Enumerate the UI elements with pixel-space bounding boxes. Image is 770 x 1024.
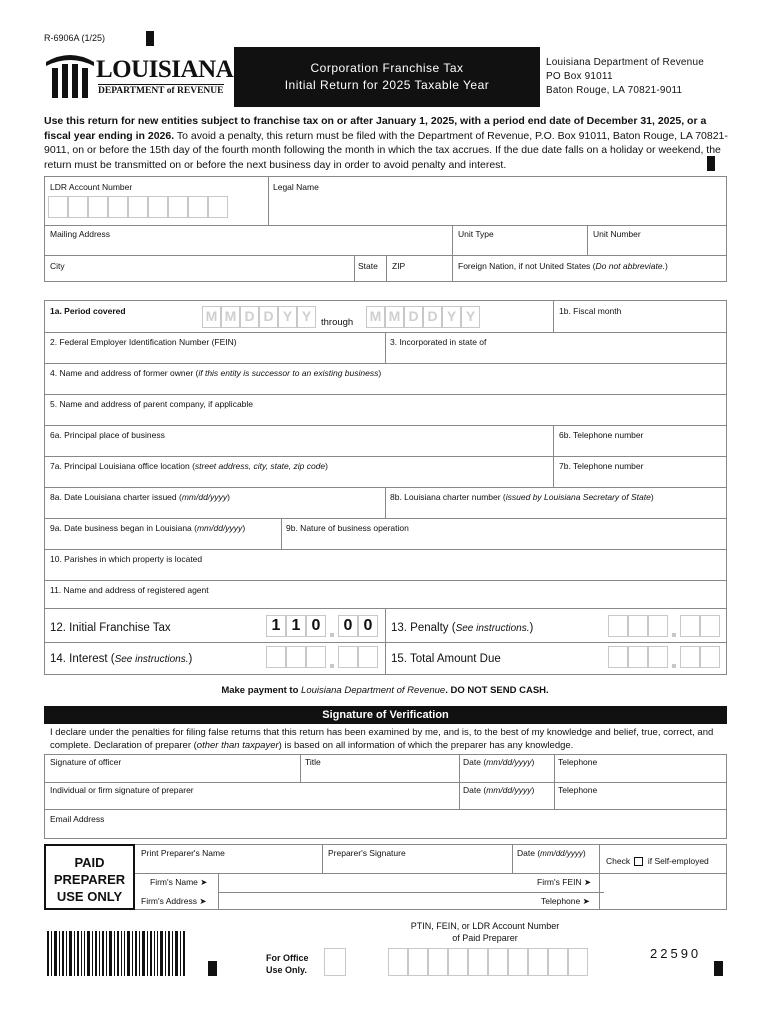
ldr-account-input[interactable] bbox=[48, 196, 234, 220]
logo-subtitle: DEPARTMENT of REVENUE bbox=[98, 86, 224, 96]
initial-franchise-tax-label: 12. Initial Franchise Tax bbox=[50, 622, 171, 634]
payment-note: Make payment to Louisiana Department of Revenue. DO NOT SEND CASH. bbox=[221, 685, 549, 696]
officer-telephone-label: Telephone bbox=[558, 757, 598, 767]
firm-address-label: Firm's Address ➤ bbox=[141, 896, 207, 906]
declaration-text: I declare under the penalties for filing false returns that this return has been examined by me, and is, to the best of my knowledge and belief, true, correct, and complete. Declaration of preparer (other than taxpayer) is based on all information of which the preparer has any knowledge. bbox=[50, 727, 714, 751]
registered-agent-label: 11. Name and address of registered agent bbox=[50, 585, 209, 595]
total-amount-input[interactable] bbox=[606, 646, 724, 670]
ptin-label: PTIN, FEIN, or LDR Account Number of Paid Preparer bbox=[410, 921, 560, 943]
period-start-date-input[interactable]: M M D D Y Y bbox=[202, 306, 316, 328]
paid-date-label: Date (mm/dd/yyyy) bbox=[517, 848, 586, 858]
logo-name: LOUISIANA bbox=[96, 56, 234, 83]
intro-rest: To avoid a penalty, this return must be filed with the Department of Revenue, P.O. Box 91011, Baton Rouge, LA 70821-9011, on or before the 15th day of the fourth month following the month in which the tax accrues. If the due date falls on a holiday or weekend, the return must be transmitted on or before the next business day in order to avoid penalty and interest. bbox=[44, 129, 728, 171]
incorporated-state-label: 3. Incorporated in state of bbox=[390, 337, 487, 347]
officer-signature-label: Signature of officer bbox=[50, 757, 122, 767]
title-label: Title bbox=[305, 757, 321, 767]
preparer-telephone-label: Telephone bbox=[558, 785, 598, 795]
state-label: State bbox=[358, 261, 378, 271]
title-box bbox=[234, 47, 540, 107]
title-line1: Corporation Franchise Tax bbox=[310, 61, 464, 75]
former-owner-label: 4. Name and address of former owner (if this entity is successor to an existing business) bbox=[50, 368, 382, 378]
print-name-label: Print Preparer's Name bbox=[141, 848, 225, 858]
parishes-label: 10. Parishes in which property is located bbox=[50, 554, 203, 564]
period-covered-label: 1a. Period covered bbox=[50, 306, 126, 316]
through-label: through bbox=[321, 317, 354, 328]
paid-preparer-label: PAID PREPARER USE ONLY bbox=[44, 844, 135, 910]
ldr-label: LDR Account Number bbox=[50, 182, 133, 192]
mailing-address-label: Mailing Address bbox=[50, 229, 111, 239]
arrow-right-icon: ➤ bbox=[199, 896, 207, 906]
arrow-right-icon: ➤ bbox=[582, 896, 590, 906]
mailing-address-input[interactable] bbox=[46, 240, 450, 254]
registration-mark-3 bbox=[208, 961, 217, 976]
telephone-6b-label: 6b. Telephone number bbox=[559, 430, 644, 440]
charter-number-label: 8b. Louisiana charter number (issued by Louisiana Secretary of State) bbox=[390, 492, 654, 502]
nature-of-business-label: 9b. Nature of business operation bbox=[286, 523, 409, 533]
penalty-amount-input[interactable] bbox=[606, 615, 724, 639]
charter-date-label: 8a. Date Louisiana charter issued (mm/dd/yyyy) bbox=[50, 492, 231, 502]
firm-name-input[interactable] bbox=[220, 875, 520, 891]
barcode bbox=[47, 931, 185, 976]
barcode-icon bbox=[47, 931, 185, 976]
unit-type-label: Unit Type bbox=[458, 229, 494, 239]
address-line1: Louisiana Department of Revenue bbox=[546, 57, 704, 68]
address-line3: Baton Rouge, LA 70821-9011 bbox=[546, 85, 683, 96]
registration-mark-2 bbox=[707, 156, 715, 171]
fiscal-month-label: 1b. Fiscal month bbox=[559, 306, 622, 316]
pelican-logo-icon bbox=[44, 52, 96, 100]
principal-place-label: 6a. Principal place of business bbox=[50, 430, 165, 440]
officer-date-label: Date (mm/dd/yyyy) bbox=[463, 757, 535, 767]
la-office-label: 7a. Principal Louisiana office location (street address, city, state, zip code) bbox=[50, 461, 328, 471]
preparer-date-label: Date (mm/dd/yyyy) bbox=[463, 785, 535, 795]
zip-label: ZIP bbox=[392, 261, 406, 271]
registration-mark bbox=[146, 31, 154, 46]
legal-name-label: Legal Name bbox=[273, 182, 319, 192]
city-label: City bbox=[50, 261, 65, 271]
firm-name-label: Firm's Name ➤ bbox=[150, 877, 208, 887]
telephone-7b-label: 7b. Telephone number bbox=[559, 461, 644, 471]
business-began-label: 9a. Date business began in Louisiana (mm/dd/yyyy) bbox=[50, 523, 246, 533]
self-employed-check: Check if Self-employed bbox=[606, 856, 709, 866]
form-code: 22590 bbox=[650, 946, 702, 961]
firm-fein-label: Firm's FEIN ➤ bbox=[537, 877, 592, 887]
arrow-right-icon: ➤ bbox=[200, 877, 208, 887]
email-label: Email Address bbox=[50, 814, 105, 824]
signature-header: Signature of Verification bbox=[44, 706, 727, 724]
preparer-signature-label: Individual or firm signature of preparer bbox=[50, 785, 194, 795]
registration-mark-4 bbox=[714, 961, 723, 976]
mailing-address-block bbox=[546, 56, 704, 98]
penalty-label: 13. Penalty (See instructions.) bbox=[391, 622, 534, 634]
foreign-nation-label: Foreign Nation, if not United States (Do not abbreviate.) bbox=[458, 261, 668, 271]
firm-address-input[interactable] bbox=[220, 894, 520, 909]
intro-bold: Use this return for new entities subject to franchise tax on or after January 1, 2025, with a period end date of December 31, 2025, or a fiscal year ending in 2026. bbox=[44, 115, 707, 142]
parent-company-label: 5. Name and address of parent company, if applicable bbox=[50, 399, 254, 409]
ldr-logo bbox=[44, 52, 234, 102]
title-line2: Initial Return for 2025 Taxable Year bbox=[284, 78, 490, 92]
initial-franchise-tax-amount: 1 1 0 0 0 bbox=[264, 615, 382, 639]
fein-label: 2. Federal Employer Identification Number (FEIN) bbox=[50, 337, 237, 347]
email-input[interactable] bbox=[46, 826, 724, 838]
office-use-label: For Office Use Only. bbox=[266, 953, 309, 975]
total-due-label: 15. Total Amount Due bbox=[391, 653, 501, 665]
legal-name-input[interactable] bbox=[270, 195, 725, 223]
paid-telephone-label: Telephone ➤ bbox=[541, 896, 590, 906]
form-id: R-6906A (1/25) bbox=[44, 33, 106, 43]
interest-label: 14. Interest (See instructions.) bbox=[50, 653, 193, 665]
ptin-input[interactable] bbox=[388, 948, 588, 976]
interest-amount-input[interactable] bbox=[264, 646, 382, 670]
office-use-box bbox=[324, 948, 346, 976]
arrow-right-icon: ➤ bbox=[583, 877, 592, 887]
preparer-sig-label: Preparer's Signature bbox=[328, 848, 406, 858]
period-end-date-input[interactable]: M M D D Y Y bbox=[366, 306, 480, 328]
intro-paragraph bbox=[44, 114, 728, 172]
unit-number-label: Unit Number bbox=[593, 229, 641, 239]
self-employed-checkbox[interactable] bbox=[634, 857, 643, 866]
address-line2: PO Box 91011 bbox=[546, 71, 613, 82]
